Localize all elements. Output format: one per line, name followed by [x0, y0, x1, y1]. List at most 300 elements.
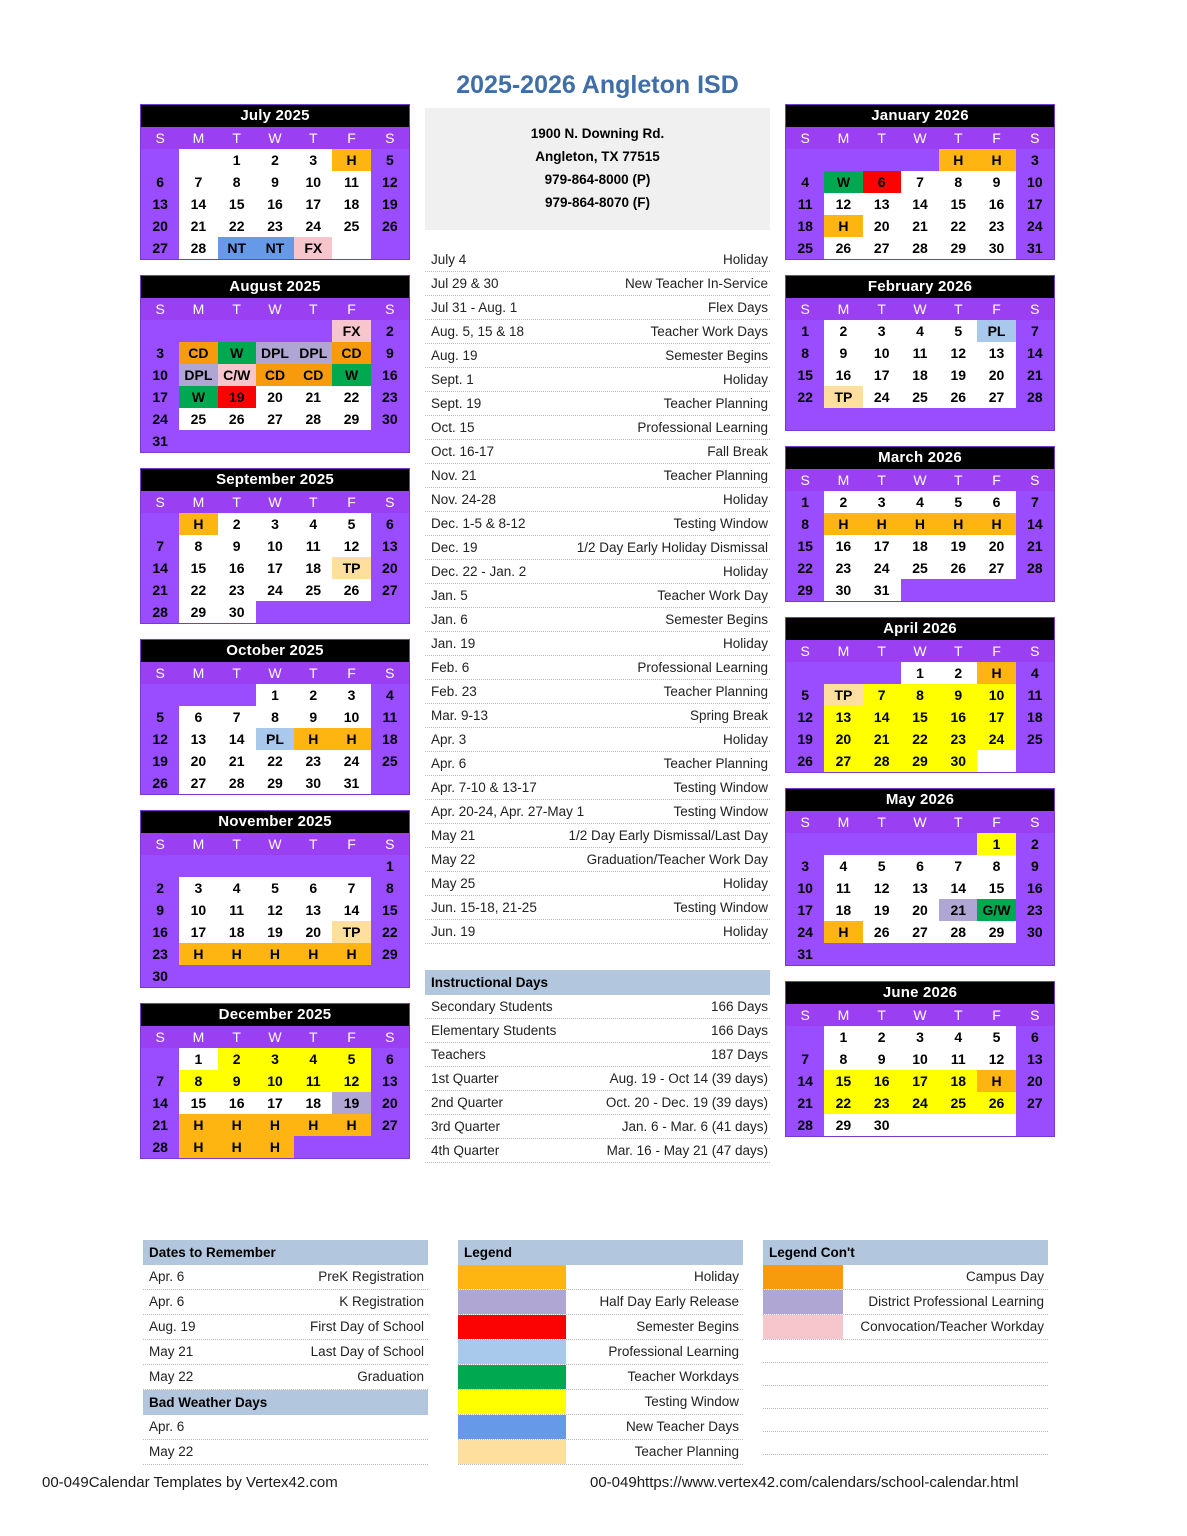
day-cell[interactable]: 22 [218, 215, 256, 237]
day-cell[interactable]: 17 [256, 1092, 294, 1114]
day-cell[interactable]: 20 [901, 899, 939, 921]
day-cell[interactable]: 19 [786, 728, 824, 750]
day-cell[interactable]: 21 [786, 1092, 824, 1114]
day-cell[interactable]: TP [824, 386, 862, 408]
day-cell[interactable]: 7 [786, 1048, 824, 1070]
day-cell[interactable]: 29 [786, 579, 824, 601]
day-cell[interactable]: 8 [977, 855, 1015, 877]
day-cell[interactable]: 17 [294, 193, 332, 215]
day-cell[interactable]: 7 [141, 535, 179, 557]
day-cell[interactable]: 24 [141, 408, 179, 430]
day-cell[interactable]: 30 [939, 750, 977, 772]
day-cell[interactable]: 31 [786, 943, 824, 965]
day-cell[interactable]: 18 [294, 1092, 332, 1114]
day-cell[interactable]: 9 [977, 171, 1015, 193]
day-cell[interactable]: 7 [218, 706, 256, 728]
day-cell[interactable] [332, 237, 370, 259]
day-cell[interactable] [939, 579, 977, 601]
day-cell[interactable]: 4 [939, 1026, 977, 1048]
day-cell[interactable]: 1 [218, 149, 256, 171]
day-cell[interactable]: 13 [977, 342, 1015, 364]
day-cell[interactable]: 16 [256, 193, 294, 215]
day-cell[interactable] [977, 943, 1015, 965]
day-cell[interactable] [977, 750, 1015, 772]
day-cell[interactable]: 8 [939, 171, 977, 193]
day-cell[interactable] [371, 237, 409, 259]
day-cell[interactable]: 19 [141, 750, 179, 772]
day-cell[interactable]: 26 [332, 579, 370, 601]
day-cell[interactable]: 10 [332, 706, 370, 728]
day-cell[interactable]: 15 [179, 1092, 217, 1114]
day-cell[interactable]: 23 [824, 557, 862, 579]
day-cell[interactable] [256, 855, 294, 877]
day-cell[interactable]: 27 [977, 557, 1015, 579]
day-cell[interactable]: 28 [141, 1136, 179, 1158]
day-cell[interactable]: 22 [901, 728, 939, 750]
day-cell[interactable] [824, 662, 862, 684]
day-cell[interactable]: 21 [863, 728, 901, 750]
day-cell[interactable]: 16 [863, 1070, 901, 1092]
day-cell[interactable] [294, 1136, 332, 1158]
day-cell[interactable]: 13 [901, 877, 939, 899]
day-cell[interactable]: 16 [218, 557, 256, 579]
day-cell[interactable]: 30 [371, 408, 409, 430]
day-cell[interactable]: NT [256, 237, 294, 259]
day-cell[interactable]: 25 [294, 579, 332, 601]
day-cell[interactable]: H [179, 513, 217, 535]
day-cell[interactable]: 15 [824, 1070, 862, 1092]
day-cell[interactable]: 13 [1016, 1048, 1054, 1070]
day-cell[interactable]: 23 [141, 943, 179, 965]
day-cell[interactable]: 26 [939, 386, 977, 408]
day-cell[interactable] [256, 430, 294, 452]
day-cell[interactable]: 27 [901, 921, 939, 943]
day-cell[interactable]: 12 [939, 342, 977, 364]
day-cell[interactable]: 4 [786, 171, 824, 193]
day-cell[interactable]: 4 [294, 1048, 332, 1070]
day-cell[interactable]: NT [218, 237, 256, 259]
day-cell[interactable]: 22 [786, 557, 824, 579]
day-cell[interactable]: 10 [256, 1070, 294, 1092]
day-cell[interactable] [218, 430, 256, 452]
day-cell[interactable]: 29 [939, 237, 977, 259]
day-cell[interactable]: 19 [939, 364, 977, 386]
day-cell[interactable]: 8 [179, 535, 217, 557]
day-cell[interactable] [863, 943, 901, 965]
day-cell[interactable]: 25 [786, 237, 824, 259]
day-cell[interactable]: H [256, 1136, 294, 1158]
day-cell[interactable] [901, 149, 939, 171]
day-cell[interactable]: 8 [179, 1070, 217, 1092]
day-cell[interactable] [218, 855, 256, 877]
day-cell[interactable]: 31 [141, 430, 179, 452]
day-cell[interactable]: 21 [294, 386, 332, 408]
day-cell[interactable]: 31 [1016, 237, 1054, 259]
day-cell[interactable]: 29 [901, 750, 939, 772]
day-cell[interactable]: 18 [294, 557, 332, 579]
day-cell[interactable]: 27 [1016, 1092, 1054, 1114]
day-cell[interactable]: 21 [901, 215, 939, 237]
day-cell[interactable]: 20 [141, 215, 179, 237]
day-cell[interactable]: 18 [901, 535, 939, 557]
day-cell[interactable]: 12 [977, 1048, 1015, 1070]
day-cell[interactable] [901, 579, 939, 601]
day-cell[interactable]: 24 [901, 1092, 939, 1114]
day-cell[interactable]: H [977, 149, 1015, 171]
day-cell[interactable]: 13 [824, 706, 862, 728]
day-cell[interactable]: 4 [901, 320, 939, 342]
day-cell[interactable]: 9 [141, 899, 179, 921]
day-cell[interactable]: 9 [218, 535, 256, 557]
day-cell[interactable]: 10 [863, 342, 901, 364]
day-cell[interactable]: 21 [141, 1114, 179, 1136]
day-cell[interactable]: 22 [824, 1092, 862, 1114]
day-cell[interactable]: 10 [977, 684, 1015, 706]
day-cell[interactable]: 3 [179, 877, 217, 899]
day-cell[interactable]: 14 [863, 706, 901, 728]
day-cell[interactable]: 15 [371, 899, 409, 921]
day-cell[interactable]: G/W [977, 899, 1015, 921]
day-cell[interactable]: 7 [141, 1070, 179, 1092]
day-cell[interactable]: 9 [939, 684, 977, 706]
day-cell[interactable]: 25 [371, 750, 409, 772]
day-cell[interactable]: H [218, 943, 256, 965]
day-cell[interactable]: 14 [179, 193, 217, 215]
day-cell[interactable]: 25 [901, 386, 939, 408]
day-cell[interactable]: 9 [1016, 855, 1054, 877]
day-cell[interactable]: 20 [371, 1092, 409, 1114]
day-cell[interactable]: 20 [294, 921, 332, 943]
day-cell[interactable]: 17 [863, 535, 901, 557]
day-cell[interactable]: 7 [332, 877, 370, 899]
day-cell[interactable] [332, 601, 370, 623]
day-cell[interactable]: 11 [332, 171, 370, 193]
day-cell[interactable] [824, 943, 862, 965]
day-cell[interactable]: 21 [1016, 364, 1054, 386]
day-cell[interactable]: H [824, 921, 862, 943]
day-cell[interactable]: 29 [332, 408, 370, 430]
day-cell[interactable]: 10 [786, 877, 824, 899]
day-cell[interactable]: 9 [863, 1048, 901, 1070]
day-cell[interactable]: H [294, 728, 332, 750]
day-cell[interactable]: 18 [824, 899, 862, 921]
day-cell[interactable] [1016, 943, 1054, 965]
day-cell[interactable] [179, 965, 217, 987]
day-cell[interactable]: H [179, 943, 217, 965]
day-cell[interactable]: 4 [371, 684, 409, 706]
day-cell[interactable]: 5 [977, 1026, 1015, 1048]
day-cell[interactable]: 7 [1016, 491, 1054, 513]
day-cell[interactable] [977, 1114, 1015, 1136]
day-cell[interactable] [179, 430, 217, 452]
day-cell[interactable]: 17 [1016, 193, 1054, 215]
day-cell[interactable]: 23 [939, 728, 977, 750]
day-cell[interactable]: 14 [901, 193, 939, 215]
day-cell[interactable]: 2 [371, 320, 409, 342]
day-cell[interactable]: 25 [1016, 728, 1054, 750]
day-cell[interactable]: 18 [332, 193, 370, 215]
day-cell[interactable]: DPL [256, 342, 294, 364]
day-cell[interactable]: 16 [824, 535, 862, 557]
day-cell[interactable]: 5 [939, 320, 977, 342]
day-cell[interactable]: 17 [141, 386, 179, 408]
day-cell[interactable]: 17 [977, 706, 1015, 728]
day-cell[interactable]: 23 [977, 215, 1015, 237]
day-cell[interactable]: FX [294, 237, 332, 259]
day-cell[interactable]: 4 [294, 513, 332, 535]
day-cell[interactable]: 15 [786, 535, 824, 557]
day-cell[interactable]: 14 [141, 557, 179, 579]
day-cell[interactable] [218, 320, 256, 342]
day-cell[interactable] [901, 943, 939, 965]
day-cell[interactable]: 2 [294, 684, 332, 706]
day-cell[interactable]: 28 [294, 408, 332, 430]
day-cell[interactable] [824, 408, 862, 430]
day-cell[interactable]: 5 [863, 855, 901, 877]
day-cell[interactable]: 26 [977, 1092, 1015, 1114]
day-cell[interactable] [256, 320, 294, 342]
day-cell[interactable] [1016, 1114, 1054, 1136]
day-cell[interactable]: 27 [863, 237, 901, 259]
day-cell[interactable]: H [179, 1136, 217, 1158]
day-cell[interactable]: 28 [179, 237, 217, 259]
day-cell[interactable] [332, 855, 370, 877]
day-cell[interactable] [786, 833, 824, 855]
day-cell[interactable]: 5 [786, 684, 824, 706]
day-cell[interactable] [141, 855, 179, 877]
day-cell[interactable]: 29 [824, 1114, 862, 1136]
day-cell[interactable]: 7 [179, 171, 217, 193]
day-cell[interactable]: 19 [256, 921, 294, 943]
day-cell[interactable]: 3 [294, 149, 332, 171]
day-cell[interactable]: PL [977, 320, 1015, 342]
day-cell[interactable]: 22 [939, 215, 977, 237]
day-cell[interactable]: H [939, 513, 977, 535]
day-cell[interactable]: 2 [939, 662, 977, 684]
day-cell[interactable] [786, 149, 824, 171]
day-cell[interactable]: 3 [256, 513, 294, 535]
day-cell[interactable]: H [294, 1114, 332, 1136]
day-cell[interactable]: 12 [141, 728, 179, 750]
day-cell[interactable]: 6 [179, 706, 217, 728]
day-cell[interactable]: 1 [824, 1026, 862, 1048]
day-cell[interactable]: 14 [1016, 513, 1054, 535]
day-cell[interactable] [371, 965, 409, 987]
day-cell[interactable]: 30 [1016, 921, 1054, 943]
day-cell[interactable]: 11 [824, 877, 862, 899]
day-cell[interactable]: 5 [939, 491, 977, 513]
day-cell[interactable]: FX [332, 320, 370, 342]
day-cell[interactable]: 13 [371, 535, 409, 557]
day-cell[interactable]: 5 [332, 513, 370, 535]
day-cell[interactable]: 9 [294, 706, 332, 728]
day-cell[interactable]: 1 [786, 320, 824, 342]
day-cell[interactable]: 5 [332, 1048, 370, 1070]
day-cell[interactable]: 16 [371, 364, 409, 386]
day-cell[interactable]: 12 [786, 706, 824, 728]
day-cell[interactable]: 2 [256, 149, 294, 171]
day-cell[interactable] [179, 320, 217, 342]
day-cell[interactable]: 8 [786, 513, 824, 535]
day-cell[interactable]: 24 [1016, 215, 1054, 237]
day-cell[interactable]: 19 [332, 1092, 370, 1114]
day-cell[interactable]: 20 [863, 215, 901, 237]
day-cell[interactable]: 4 [218, 877, 256, 899]
day-cell[interactable]: H [218, 1114, 256, 1136]
day-cell[interactable]: 8 [824, 1048, 862, 1070]
day-cell[interactable]: 22 [371, 921, 409, 943]
day-cell[interactable]: 5 [141, 706, 179, 728]
day-cell[interactable] [371, 1136, 409, 1158]
day-cell[interactable]: 19 [863, 899, 901, 921]
day-cell[interactable]: 10 [901, 1048, 939, 1070]
day-cell[interactable] [939, 408, 977, 430]
day-cell[interactable]: 11 [294, 1070, 332, 1092]
day-cell[interactable]: 13 [179, 728, 217, 750]
day-cell[interactable]: 20 [977, 364, 1015, 386]
day-cell[interactable]: 1 [371, 855, 409, 877]
day-cell[interactable] [786, 408, 824, 430]
day-cell[interactable]: 16 [939, 706, 977, 728]
day-cell[interactable] [294, 601, 332, 623]
day-cell[interactable]: 22 [332, 386, 370, 408]
day-cell[interactable]: PL [256, 728, 294, 750]
day-cell[interactable]: 19 [939, 535, 977, 557]
day-cell[interactable]: 24 [863, 557, 901, 579]
day-cell[interactable]: C/W [218, 364, 256, 386]
day-cell[interactable]: 23 [218, 579, 256, 601]
day-cell[interactable]: 16 [977, 193, 1015, 215]
day-cell[interactable] [218, 684, 256, 706]
day-cell[interactable]: 5 [371, 149, 409, 171]
day-cell[interactable]: 16 [218, 1092, 256, 1114]
day-cell[interactable]: 7 [901, 171, 939, 193]
day-cell[interactable] [824, 149, 862, 171]
day-cell[interactable]: 28 [786, 1114, 824, 1136]
day-cell[interactable]: 28 [1016, 386, 1054, 408]
day-cell[interactable]: 30 [977, 237, 1015, 259]
day-cell[interactable]: 2 [141, 877, 179, 899]
day-cell[interactable]: 29 [371, 943, 409, 965]
day-cell[interactable]: H [939, 149, 977, 171]
day-cell[interactable]: 18 [218, 921, 256, 943]
day-cell[interactable]: 21 [218, 750, 256, 772]
day-cell[interactable]: 22 [256, 750, 294, 772]
day-cell[interactable]: 29 [256, 772, 294, 794]
day-cell[interactable]: H [332, 1114, 370, 1136]
day-cell[interactable]: 4 [901, 491, 939, 513]
day-cell[interactable] [141, 149, 179, 171]
day-cell[interactable]: 11 [939, 1048, 977, 1070]
day-cell[interactable]: 8 [218, 171, 256, 193]
day-cell[interactable]: 1 [179, 1048, 217, 1070]
day-cell[interactable]: 21 [179, 215, 217, 237]
day-cell[interactable]: 13 [141, 193, 179, 215]
day-cell[interactable]: 23 [256, 215, 294, 237]
day-cell[interactable]: 2 [863, 1026, 901, 1048]
day-cell[interactable]: 13 [863, 193, 901, 215]
day-cell[interactable]: 15 [977, 877, 1015, 899]
day-cell[interactable]: 22 [786, 386, 824, 408]
day-cell[interactable]: 28 [939, 921, 977, 943]
day-cell[interactable]: 24 [256, 579, 294, 601]
day-cell[interactable]: 8 [371, 877, 409, 899]
day-cell[interactable]: 4 [1016, 662, 1054, 684]
day-cell[interactable]: 13 [294, 899, 332, 921]
day-cell[interactable]: 31 [332, 772, 370, 794]
day-cell[interactable]: 12 [371, 171, 409, 193]
day-cell[interactable]: 25 [939, 1092, 977, 1114]
day-cell[interactable]: W [179, 386, 217, 408]
day-cell[interactable]: TP [824, 684, 862, 706]
day-cell[interactable]: 16 [824, 364, 862, 386]
day-cell[interactable]: 20 [371, 557, 409, 579]
day-cell[interactable] [939, 833, 977, 855]
day-cell[interactable]: 27 [179, 772, 217, 794]
day-cell[interactable] [332, 1136, 370, 1158]
day-cell[interactable]: 2 [218, 1048, 256, 1070]
day-cell[interactable]: H [863, 513, 901, 535]
day-cell[interactable]: 29 [179, 601, 217, 623]
day-cell[interactable]: 24 [294, 215, 332, 237]
day-cell[interactable]: 15 [179, 557, 217, 579]
day-cell[interactable]: 18 [939, 1070, 977, 1092]
day-cell[interactable]: 11 [901, 342, 939, 364]
day-cell[interactable]: 15 [901, 706, 939, 728]
day-cell[interactable] [256, 601, 294, 623]
day-cell[interactable]: 13 [371, 1070, 409, 1092]
day-cell[interactable] [863, 408, 901, 430]
day-cell[interactable]: 11 [294, 535, 332, 557]
day-cell[interactable]: H [256, 1114, 294, 1136]
day-cell[interactable]: 16 [1016, 877, 1054, 899]
day-cell[interactable]: 26 [939, 557, 977, 579]
day-cell[interactable]: H [332, 149, 370, 171]
day-cell[interactable]: TP [332, 557, 370, 579]
day-cell[interactable] [1016, 579, 1054, 601]
day-cell[interactable]: 20 [256, 386, 294, 408]
day-cell[interactable]: 12 [332, 535, 370, 557]
day-cell[interactable]: H [256, 943, 294, 965]
day-cell[interactable] [863, 833, 901, 855]
day-cell[interactable]: 28 [141, 601, 179, 623]
day-cell[interactable]: 17 [179, 921, 217, 943]
day-cell[interactable]: 8 [786, 342, 824, 364]
day-cell[interactable] [863, 662, 901, 684]
day-cell[interactable]: 17 [863, 364, 901, 386]
day-cell[interactable] [179, 149, 217, 171]
day-cell[interactable]: 11 [786, 193, 824, 215]
day-cell[interactable] [294, 430, 332, 452]
day-cell[interactable]: 6 [371, 1048, 409, 1070]
day-cell[interactable]: 19 [218, 386, 256, 408]
day-cell[interactable] [824, 833, 862, 855]
day-cell[interactable]: 23 [294, 750, 332, 772]
day-cell[interactable]: 4 [824, 855, 862, 877]
day-cell[interactable]: 2 [1016, 833, 1054, 855]
day-cell[interactable]: 31 [863, 579, 901, 601]
day-cell[interactable]: CD [294, 364, 332, 386]
day-cell[interactable]: 2 [824, 320, 862, 342]
day-cell[interactable]: 7 [939, 855, 977, 877]
day-cell[interactable] [901, 1114, 939, 1136]
day-cell[interactable]: 10 [1016, 171, 1054, 193]
day-cell[interactable]: 9 [256, 171, 294, 193]
day-cell[interactable]: 6 [977, 491, 1015, 513]
day-cell[interactable]: 6 [141, 171, 179, 193]
day-cell[interactable] [141, 1048, 179, 1070]
day-cell[interactable] [179, 855, 217, 877]
